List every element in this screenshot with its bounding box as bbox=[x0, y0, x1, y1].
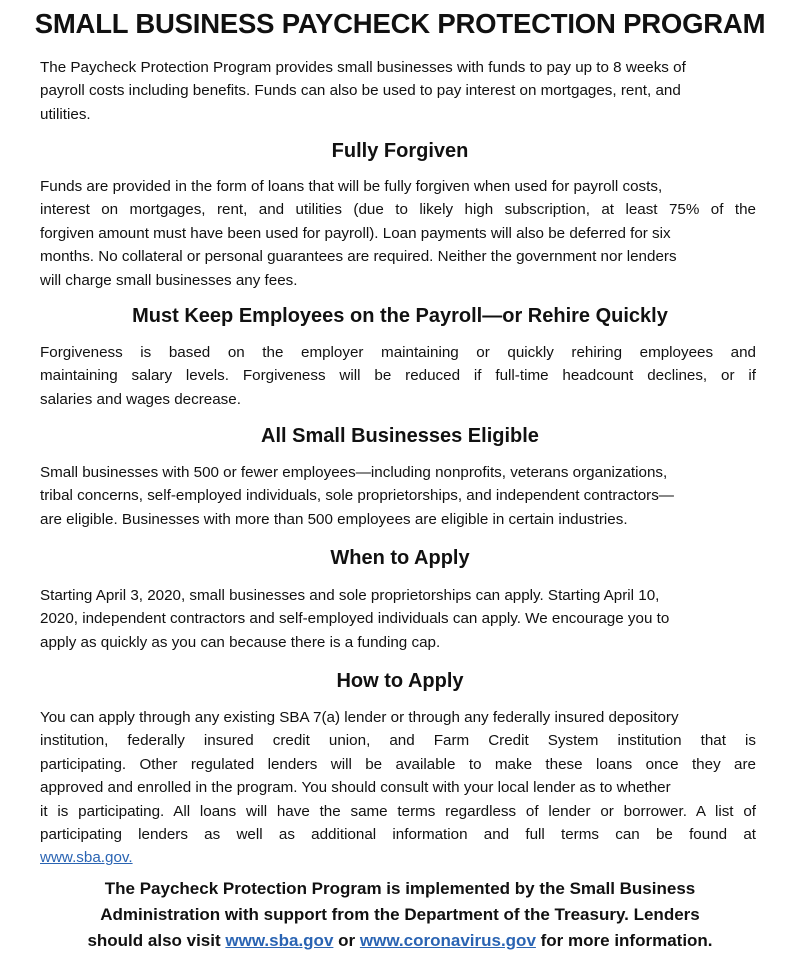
section-body-eligibility bbox=[40, 461, 756, 531]
text-line: interest on mortgages, rent, and utilities (due to likely high subscription, at least 75% of the bbox=[40, 201, 756, 219]
text-line: maintaining salary levels. Forgiveness will be reduced if full-time headcount declines, or if bbox=[40, 367, 756, 385]
text-line: Funds are provided in the form of loans that will be fully forgiven when used for payroll costs, bbox=[40, 178, 663, 195]
text-line: forgiven amount must have been used for payroll). Loan payments will also be deferred for six bbox=[40, 224, 671, 242]
footer-coronavirus-gov-link[interactable]: www.coronavirus.gov bbox=[359, 931, 536, 950]
footer-text: for more information. bbox=[540, 931, 713, 950]
text-line: tribal concerns, self-employed individuals, sole proprietorships, and independent contractors— bbox=[40, 487, 674, 505]
footer-line bbox=[0, 928, 800, 954]
section-heading-keep-employees: Must Keep Employees on the Payroll—or Rehire Quickly bbox=[132, 305, 668, 327]
section-heading-fully-forgiven: Fully Forgiven bbox=[331, 140, 469, 162]
text-line: are eligible. Businesses with more than 500 employees are eligible in certain industries. bbox=[40, 510, 628, 528]
section-body-when-to-apply bbox=[40, 584, 756, 654]
section-heading-how-to-apply: How to Apply bbox=[336, 670, 464, 692]
text-line: Small businesses with 500 or fewer employees—including nonprofits, veterans organizations, bbox=[40, 464, 668, 481]
text-line: salaries and wages decrease. bbox=[40, 390, 241, 408]
footer-line: The Paycheck Protection Program is implemented by the Small Business bbox=[104, 879, 696, 898]
text-line: months. No collateral or personal guarantees are required. Neither the government nor lenders bbox=[40, 248, 677, 266]
footer-text: should also visit bbox=[87, 931, 221, 950]
text-line: 2020, independent contractors and self-employed individuals can apply. We encourage you to bbox=[40, 610, 670, 628]
section-heading-when-to-apply: When to Apply bbox=[330, 547, 470, 569]
sba-gov-link[interactable]: www.sba.gov. bbox=[40, 849, 133, 867]
text-line: You can apply through any existing SBA 7(a) lender or through any federally insured depository bbox=[40, 709, 679, 726]
text-line: apply as quickly as you can because there is a funding cap. bbox=[40, 633, 441, 651]
section-heading-eligibility: All Small Businesses Eligible bbox=[261, 425, 539, 447]
footer-text: or bbox=[338, 931, 356, 950]
footer-line: Administration with support from the Department of the Treasury. Lenders bbox=[100, 905, 700, 924]
text-line: Starting April 3, 2020, small businesses and sole proprietorships can apply. Starting April 10, bbox=[40, 587, 660, 604]
text-line: participating. Other regulated lenders will be available to make these loans once they are bbox=[40, 755, 756, 773]
text-line: Forgiveness is based on the employer maintaining or quickly rehiring employees and bbox=[40, 344, 756, 361]
section-body-fully-forgiven bbox=[40, 175, 756, 292]
footer-sba-gov-link[interactable]: www.sba.gov bbox=[225, 931, 334, 950]
footer-note bbox=[0, 876, 800, 954]
text-line: will charge small businesses any fees. bbox=[40, 271, 298, 289]
section-body-how-to-apply bbox=[40, 706, 756, 870]
section-body-keep-employees bbox=[40, 341, 756, 411]
text-line: approved and enrolled in the program. You should consult with your local lender as to whether bbox=[40, 779, 671, 797]
text-line: institution, federally insured credit union, and Farm Credit System institution that is bbox=[40, 732, 756, 750]
text-line: payroll costs including benefits. Funds can also be used to pay interest on mortgages, rent, and bbox=[40, 82, 681, 100]
page-title: SMALL BUSINESS PAYCHECK PROTECTION PROGRAM bbox=[34, 8, 766, 39]
intro-paragraph bbox=[40, 56, 756, 126]
text-line: utilities. bbox=[40, 105, 91, 123]
text-line: The Paycheck Protection Program provides small businesses with funds to pay up to 8 weeks of bbox=[40, 59, 686, 76]
text-line: participating lenders as well as additional information and full terms can be found at bbox=[40, 826, 756, 844]
text-line: it is participating. All loans will have the same terms regardless of lender or borrower. A list of bbox=[40, 802, 756, 820]
